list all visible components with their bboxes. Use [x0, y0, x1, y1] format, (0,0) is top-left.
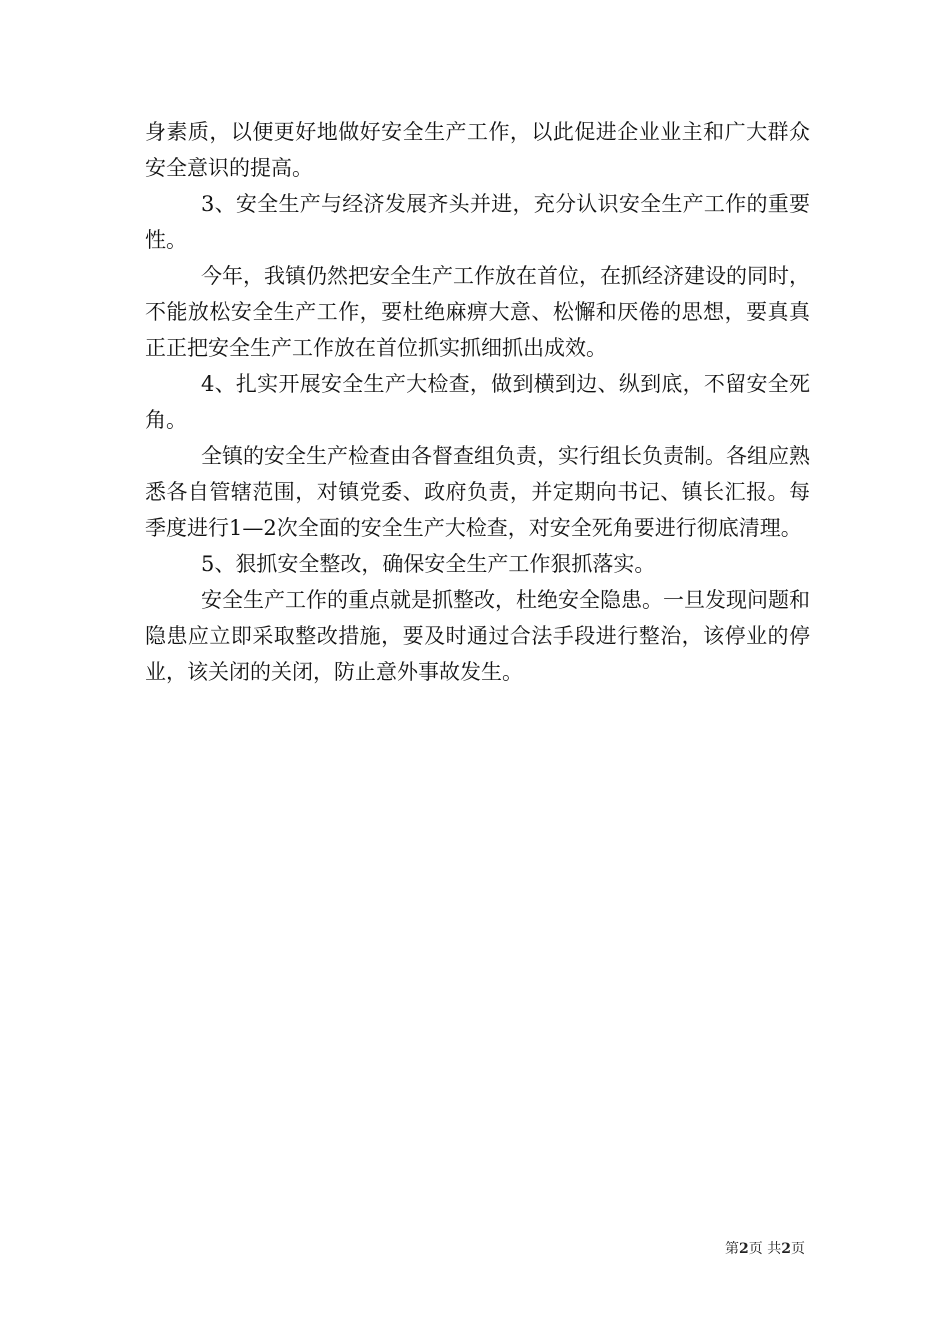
- footer-prefix: 第: [725, 1241, 740, 1257]
- paragraph-heading-3: 3、安全生产与经济发展齐头并进，充分认识安全生产工作的重要性。: [145, 192, 810, 252]
- paragraph-body-3: 今年，我镇仍然把安全生产工作放在首位，在抓经济建设的同时，不能放松安全生产工作，要杜绝麻痹大意、松懈和厌倦的思想，要真真正正把安全生产工作放在首位抓实抓细抓出成效。: [145, 264, 810, 360]
- paragraph-continuation: 身素质，以便更好地做好安全生产工作，以此促进企业业主和广大群众安全意识的提高。: [145, 120, 810, 180]
- footer-suffix: 页: [791, 1241, 805, 1257]
- page-number-footer: [725, 1240, 805, 1258]
- paragraph-heading-4: 4、扎实开展安全生产大检查，做到横到边、纵到底，不留安全死角。: [145, 372, 810, 432]
- document-body: [145, 114, 810, 690]
- paragraph-heading-5: 5、狠抓安全整改，确保安全生产工作狠抓落实。: [201, 552, 656, 576]
- current-page-number: 2: [739, 1241, 749, 1257]
- paragraph-body-5: 安全生产工作的重点就是抓整改，杜绝安全隐患。一旦发现问题和隐患应立即采取整改措施，要及时通过合法手段进行整治，该停业的停业，该关闭的关闭，防止意外事故发生。: [145, 588, 810, 684]
- paragraph-body-4: 全镇的安全生产检查由各督查组负责，实行组长负责制。各组应熟悉各自管辖范围，对镇党委、政府负责，并定期向书记、镇长汇报。每季度进行1—2次全面的安全生产大检查，对安全死角要进行彻底清理。: [145, 444, 810, 540]
- total-pages-number: 2: [781, 1241, 791, 1257]
- footer-middle: 页 共: [748, 1241, 782, 1257]
